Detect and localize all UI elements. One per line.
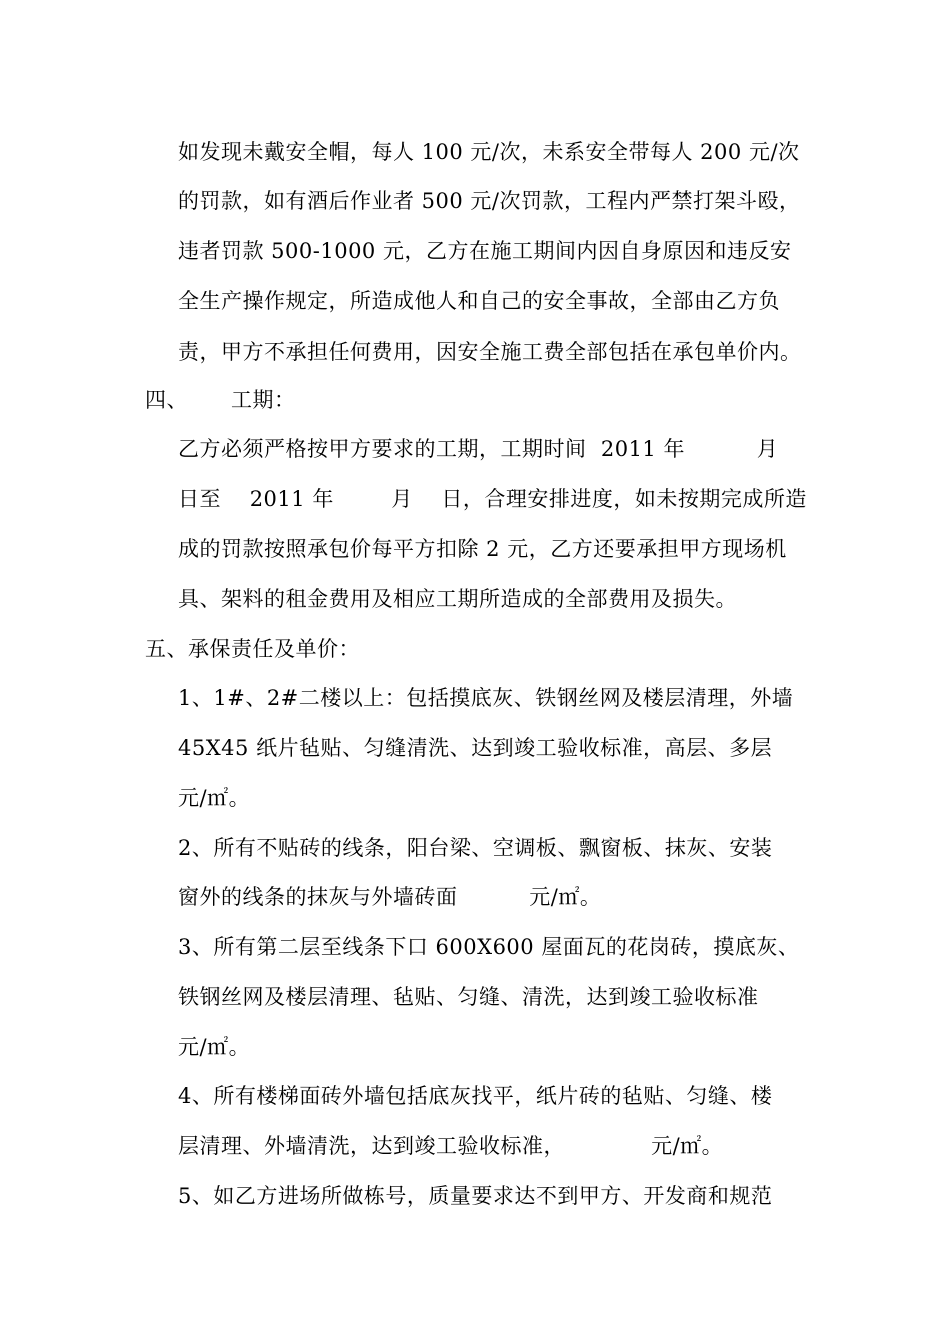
text-line: 全生产操作规定，所造成他人和自己的安全事故，全部由乙方负 (178, 289, 780, 313)
text-line: 的罚款，如有酒后作业者 500 元/次罚款，工程内严禁打架斗殴， (178, 189, 801, 213)
text-line: 具、架料的租金费用及相应工期所造成的全部费用及损失。 (178, 587, 737, 611)
section-heading-schedule: 四、 工期： (145, 388, 296, 412)
list-item-line: 2、所有不贴砖的线条，阳台梁、空调板、飘窗板、抹灰、安装 (178, 836, 773, 860)
list-item-line: 1、1#、2#二楼以上：包括摸底灰、铁钢丝网及楼层清理，外墙 (178, 686, 794, 710)
section-heading-responsibility: 五、承保责任及单价： (145, 637, 360, 661)
list-item-line: 窗外的线条的抹灰与外墙砖面 元/㎡。 (178, 885, 602, 909)
text-line: 责，甲方不承担任何费用，因安全施工费全部包括在承包单价内。 (178, 340, 802, 364)
list-item-line: 层清理、外墙清洗，达到竣工验收标准， 元/㎡。 (178, 1134, 724, 1158)
text-line: 日至 2011 年 月 日，合理安排进度，如未按期完成所造 (178, 487, 807, 511)
list-item-line: 元/㎡。 (178, 1035, 251, 1059)
text-line: 违者罚款 500-1000 元，乙方在施工期间内因自身原因和违反安 (178, 239, 792, 263)
list-item-line: 铁钢丝网及楼层清理、毡贴、匀缝、清洗，达到竣工验收标准 (178, 985, 759, 1009)
text-line: 如发现未戴安全帽，每人 100 元/次，未系安全带每人 200 元/次 (178, 140, 800, 164)
list-item-line: 元/㎡。 (178, 786, 251, 810)
list-item-line: 5、如乙方进场所做栋号，质量要求达不到甲方、开发商和规范 (178, 1184, 773, 1208)
list-item-line: 4、所有楼梯面砖外墙包括底灰找平，纸片砖的毡贴、匀缝、楼 (178, 1084, 773, 1108)
list-item-line: 3、所有第二层至线条下口 600X600 屋面瓦的花岗砖，摸底灰、 (178, 935, 800, 959)
list-item-line: 45X45 纸片毡贴、匀缝清洗、达到竣工验收标准，高层、多层 (178, 736, 773, 760)
text-line: 成的罚款按照承包价每平方扣除 2 元，乙方还要承担甲方现场机 (178, 537, 787, 561)
text-line: 乙方必须严格按甲方要求的工期，工期时间 2011 年 月 (178, 437, 779, 461)
